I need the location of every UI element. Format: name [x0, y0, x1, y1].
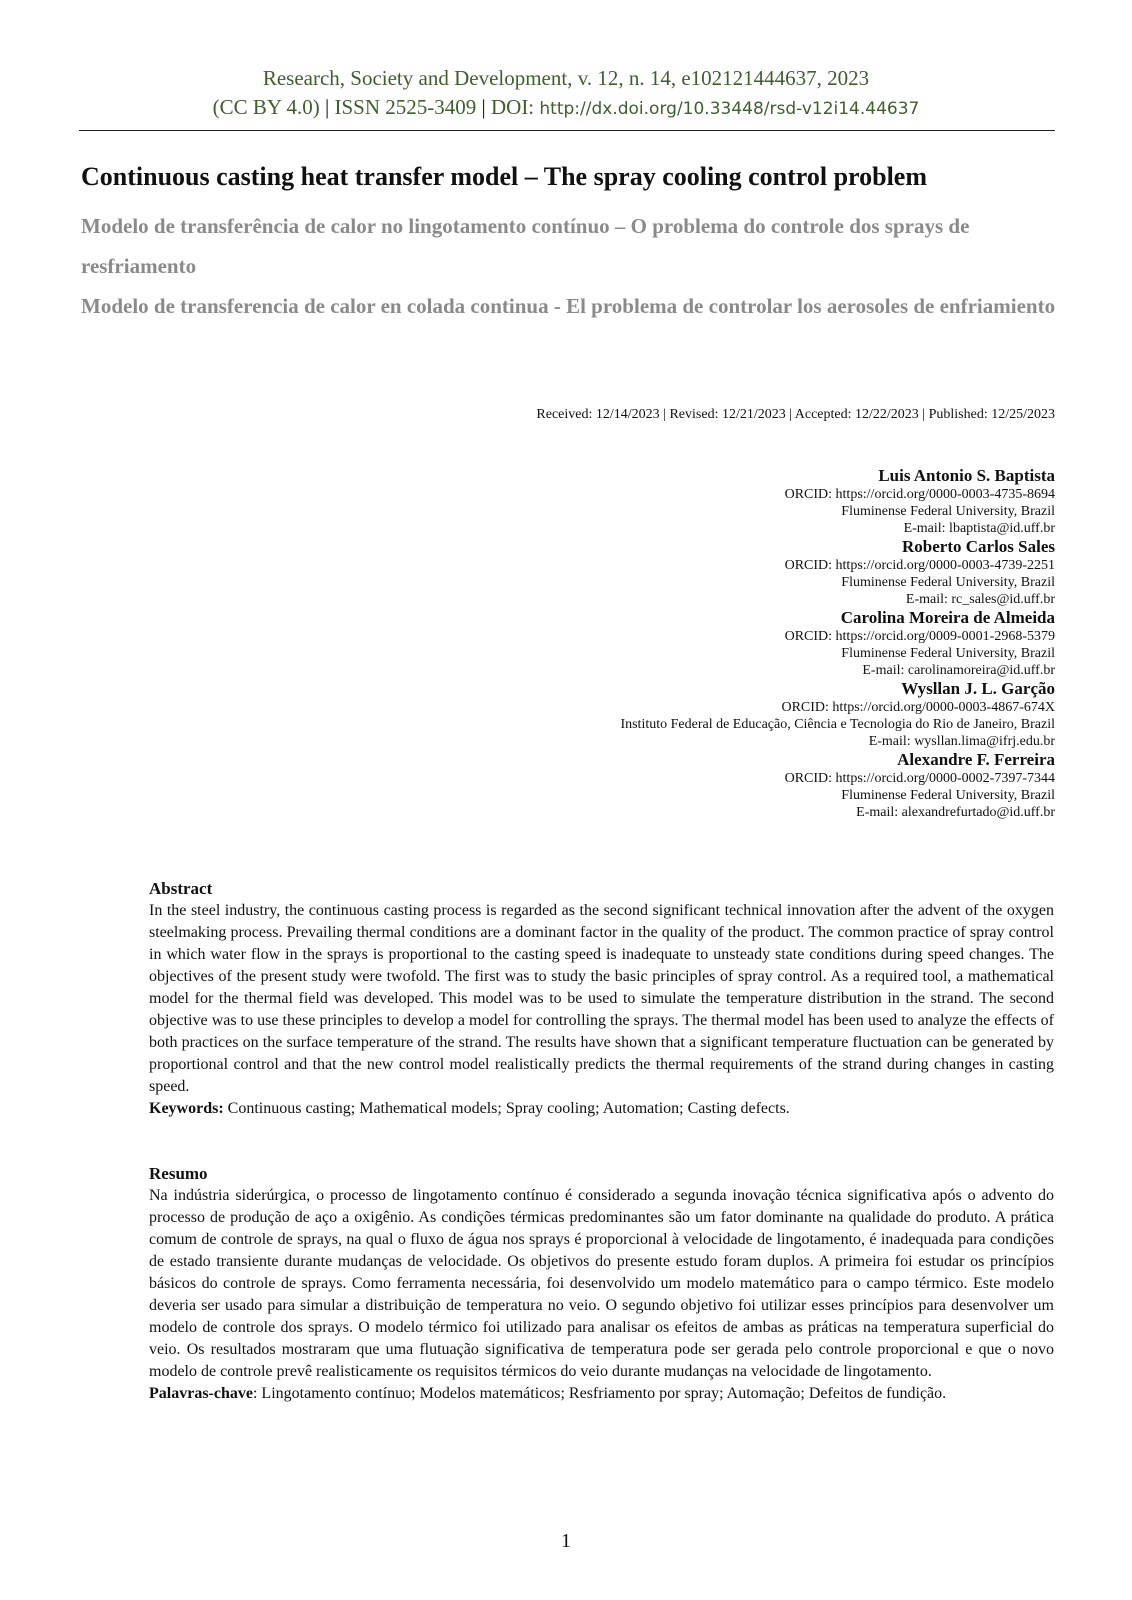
author-name: Carolina Moreira de Almeida [840, 608, 1055, 627]
author-orcid[interactable]: ORCID: https://orcid.org/0000-0002-7397-7344 [784, 771, 1055, 786]
separator: | [325, 95, 330, 119]
author-block [620, 679, 1055, 750]
separator: | [481, 95, 486, 119]
author-affiliation: Fluminense Federal University, Brazil [841, 575, 1055, 590]
resumo-section [149, 1163, 1054, 1405]
author-block [620, 537, 1055, 608]
author-name: Wysllan J. L. Garção [901, 679, 1055, 698]
author-name: Roberto Carlos Sales [902, 537, 1055, 556]
resumo-heading: Resumo [149, 1164, 208, 1183]
author-email[interactable]: E-mail: carolinamoreira@id.uff.br [862, 663, 1055, 678]
resumo-body: Na indústria siderúrgica, o processo de lingotamento contínuo é considerado a segunda inovação técnica significativa após o advento do processo de produção de aço a oxigênio. As condições térmicas predominantes são um fator dominante na qualidade do produto. A prática comum de controle de sprays, na qual o fluxo de água nos sprays é proporcional à velocidade de lingotamento, é inadequada para condições de estado transiente durante mudanças de velocidade. Os objetivos do presente estudo foram duplos. A primeira foi estudar os princípios básicos do controle de sprays. Como ferramenta necessária, foi desenvolvido um modelo matemático para o campo térmico. Este modelo deveria ser usado para simular a distribuição de temperatura no veio. O segundo objetivo foi utilizar esses princípios para desenvolver um modelo de controle dos sprays. O modelo térmico foi utilizado para analisar os efeitos de ambas as práticas na temperatura superficial do veio. Os resultados mostraram que uma flutuação significativa de temperatura pode ser gerada pelo controle proporcional e que o novo modelo de controle prevê realisticamente os requisitos térmicos do veio durante mudanças na velocidade de lingotamento. [149, 1187, 1054, 1380]
doi-link[interactable]: http://dx.doi.org/10.33448/rsd-v12i14.44637 [539, 99, 920, 119]
abstract-heading: Abstract [149, 879, 213, 898]
palavras-chave-label: Palavras-chave [149, 1385, 253, 1402]
author-name: Luis Antonio S. Baptista [878, 466, 1055, 485]
title-english: Continuous casting heat transfer model – The spray cooling control problem [81, 162, 928, 191]
publication-dates: Received: 12/14/2023 | Revised: 12/21/2023 | Accepted: 12/22/2023 | Published: 12/25/2023 [536, 407, 1055, 422]
author-affiliation: Fluminense Federal University, Brazil [841, 646, 1055, 661]
author-list [620, 466, 1055, 821]
author-affiliation: Fluminense Federal University, Brazil [841, 504, 1055, 519]
journal-license-line [0, 93, 1132, 124]
resumo-keywords [149, 1383, 1054, 1405]
doi-label: DOI: [490, 95, 535, 119]
abstract-body: In the steel industry, the continuous casting process is regarded as the second significant technical innovation after the advent of the oxygen steelmaking process. Prevailing thermal conditions are a dominant factor in the quality of the product. The common practice of spray control in which water flow in the sprays is proportional to the casting speed is inadequate to unsteady state conditions during speed changes. The objectives of the present study were twofold. The first was to study the basic principles of spray control. As a required tool, a mathematical model for the thermal field was developed. This model was to be used to simulate the temperature distribution in the strand. The second objective was to use these principles to develop a model for controlling the sprays. The thermal model has been used to analyze the effects of both practices on the surface temperature of the strand. The results have shown that a significant temperature fluctuation can be generated by proportional control and that the new control model realistically predicts the thermal requirements of the strand during changes in casting speed. [149, 902, 1054, 1095]
author-email[interactable]: E-mail: lbaptista@id.uff.br [903, 521, 1055, 536]
author-block [620, 750, 1055, 821]
page-number: 1 [561, 1530, 571, 1552]
author-affiliation: Instituto Federal de Educação, Ciência e Tecnologia do Rio de Janeiro, Brazil [620, 717, 1055, 732]
journal-header [0, 64, 1132, 124]
author-email[interactable]: E-mail: wysllan.lima@ifrj.edu.br [868, 734, 1055, 749]
license-text: (CC BY 4.0) [212, 95, 320, 119]
author-email[interactable]: E-mail: alexandrefurtado@id.uff.br [856, 805, 1055, 820]
author-affiliation: Fluminense Federal University, Brazil [841, 788, 1055, 803]
issn-text: ISSN 2525-3409 [334, 95, 477, 119]
keywords-label: Keywords: [149, 1100, 224, 1117]
author-name: Alexandre F. Ferreira [897, 750, 1055, 769]
abstract-section [149, 878, 1054, 1120]
author-block [620, 466, 1055, 537]
abstract-keywords [149, 1098, 1054, 1120]
author-orcid[interactable]: ORCID: https://orcid.org/0000-0003-4739-2251 [784, 558, 1055, 573]
author-email[interactable]: E-mail: rc_sales@id.uff.br [905, 592, 1055, 607]
header-divider [79, 130, 1055, 131]
author-orcid[interactable]: ORCID: https://orcid.org/0000-0003-4867-674X [781, 700, 1055, 715]
palavras-chave-text: : Lingotamento contínuo; Modelos matemáticos; Resfriamento por spray; Automação; Defeitos de fundição. [252, 1385, 947, 1402]
title-portuguese: Modelo de transferência de calor no lingotamento contínuo – O problema do controle dos sprays de resfriamento [81, 214, 970, 278]
keywords-text: Continuous casting; Mathematical models; Spray cooling; Automation; Casting defects. [223, 1100, 790, 1117]
author-orcid[interactable]: ORCID: https://orcid.org/0000-0003-4735-8694 [784, 487, 1055, 502]
title-spanish: Modelo de transferencia de calor en colada continua - El problema de controlar los aerosoles de enfriamiento [81, 294, 1056, 318]
author-block [620, 608, 1055, 679]
author-orcid[interactable]: ORCID: https://orcid.org/0009-0001-2968-5379 [784, 629, 1055, 644]
journal-citation: Research, Society and Development, v. 12, n. 14, e102121444637, 2023 [262, 66, 870, 90]
paper-titles [81, 160, 1061, 326]
